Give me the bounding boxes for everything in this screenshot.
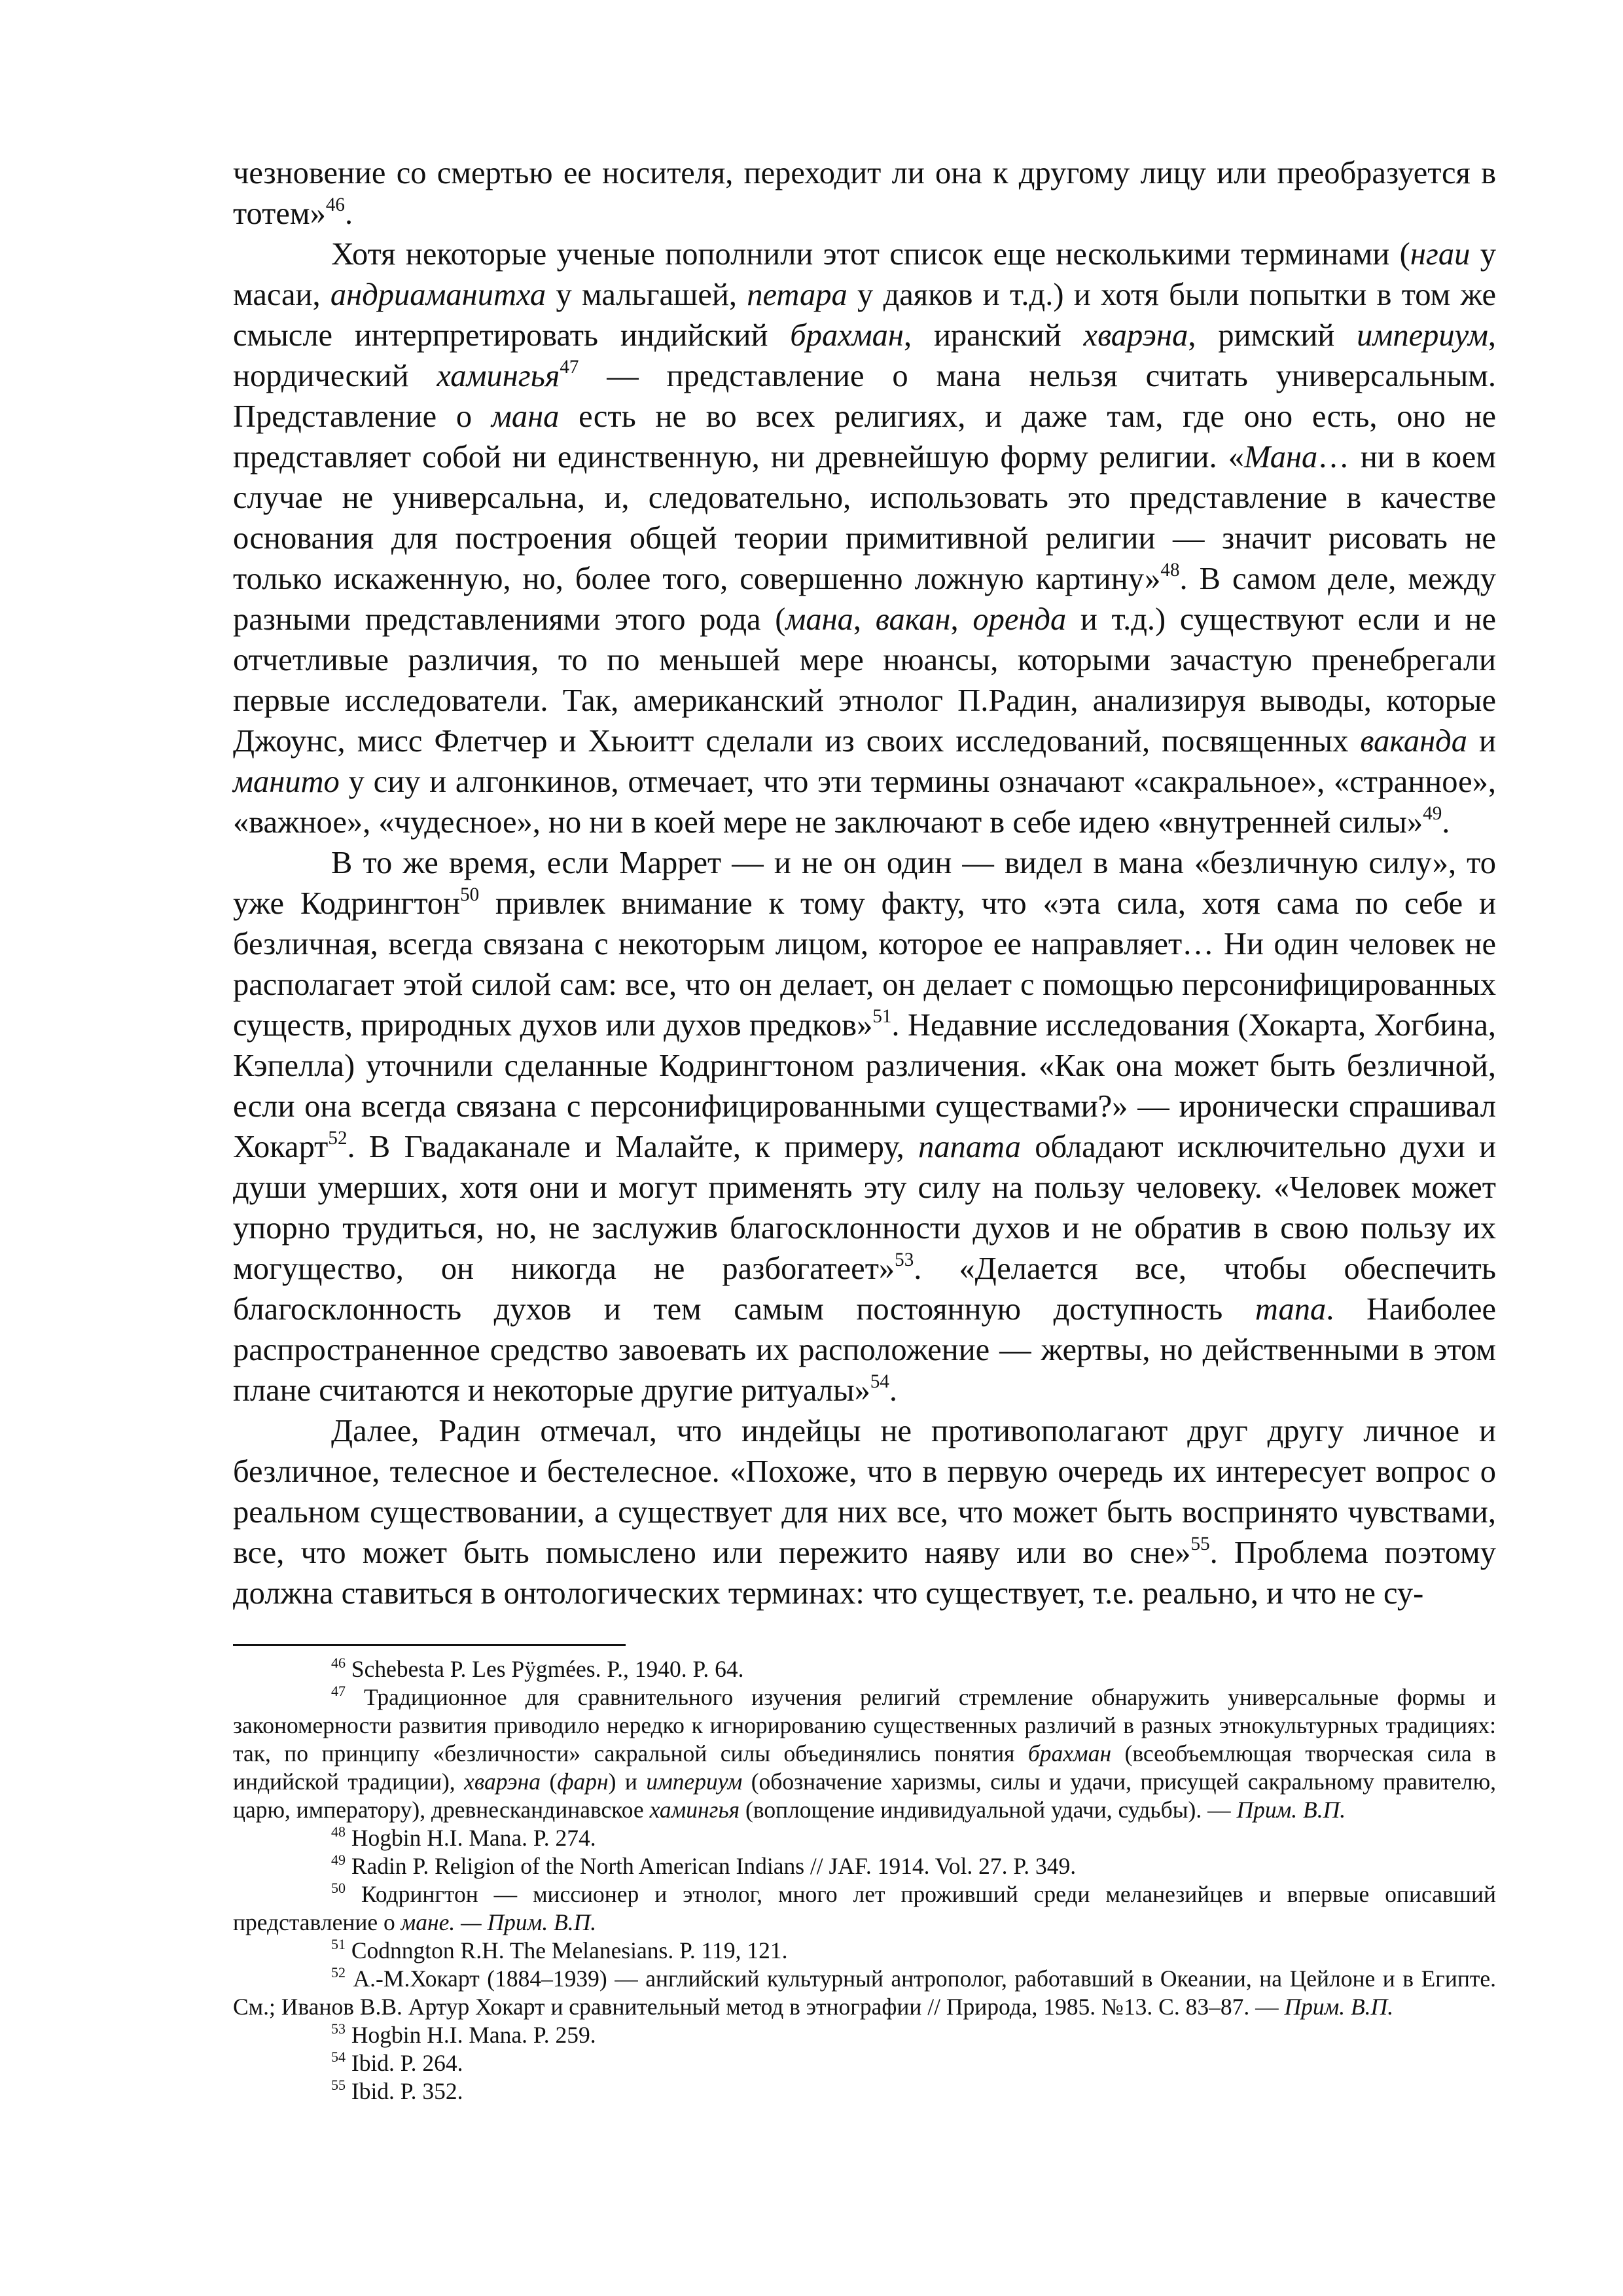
paragraph-3-text: . Наиболее распространенное средство завоевать их расположение — жертвы, но действенными в этом плане считаются и некоторые другие ритуалы» (233, 1292, 1496, 1408)
paragraph-4-text: Далее, Радин отмечал, что индейцы не противополагают друг другу личное и безличное, телесное и бестелесное. «Похоже, что в первую очередь их интересует вопрос о реальном существовании, а существует для них все, что может быть воспринято чувствами, все, что может быть помыслено или пережито наяву или во сне» (233, 1414, 1496, 1570)
footnote-51-footnote-ref: 51 (331, 1936, 346, 1953)
footnote-54 (233, 2049, 1496, 2077)
footnote-47 (233, 1683, 1496, 1824)
footnote-53-text: Hogbin H.I. Mana. P. 259. (346, 2022, 596, 2048)
footnote-50-italic-term: мане. — Прим. В.П. (401, 1909, 597, 1935)
footnote-51 (233, 1937, 1496, 1965)
paragraph-2-text: … ни в коем случае не универсальна, и, следовательно, использовать это представление в качестве основания для построения общей теории примитивной религии — значит рисовать не только искаженную, но, более того, совершенно ложную картину» (233, 440, 1496, 596)
paragraph-2-italic-term: хварэна (1083, 318, 1188, 353)
paragraph-2-text: у масаи, (233, 237, 1497, 312)
paragraph-3-text: В то же время, если Маррет — и не он один — видел в мана «безличную силу», то уже Кодрингтон (233, 846, 1496, 921)
footnote-52-italic-term: Прим. В.П. (1284, 1994, 1394, 2020)
paragraph-2-italic-term: манито (233, 764, 340, 799)
footnote-47-italic-term: империум (646, 1768, 743, 1795)
paragraph-2-text: , нордический (233, 318, 1497, 393)
paragraph-3-footnote-ref: 53 (895, 1249, 914, 1270)
footnote-52-footnote-ref: 52 (331, 1964, 346, 1981)
paragraph-3 (233, 843, 1496, 1411)
footnote-55 (233, 2077, 1496, 2106)
footnote-50 (233, 1880, 1496, 1937)
footnote-47-italic-term: Прим. В.П. (1236, 1797, 1346, 1823)
footnote-divider (233, 1644, 626, 1646)
paragraph-2-text: . (1442, 805, 1450, 840)
paragraph-2 (233, 234, 1496, 843)
footnote-52-text: А.-М.Хокарт (1884–1939) — английский культурный антрополог, работавший в Океании, на Цейлоне и в Египте. См.; Иванов В.В. Артур Хокарт и сравнительный метод в этнографии // Природа, 1985. №13. С. 83–87. — (233, 1965, 1496, 2020)
footnote-54-footnote-ref: 54 (331, 2049, 346, 2066)
paragraph-3-text: . (889, 1373, 898, 1408)
paragraph-1-text: чезновение со смертью ее носителя, переходит ли она к другому лицу или преобразуется в тотем» (233, 156, 1496, 231)
paragraph-2-text: , иранский (903, 318, 1084, 353)
footnote-46-footnote-ref: 46 (331, 1655, 346, 1672)
paragraph-2-text: Хотя некоторые ученые пополнили этот список еще несколькими терминами ( (331, 237, 1410, 272)
paragraph-2-italic-term: андриаманитха (330, 278, 546, 312)
footnote-47-italic-term: хамингья (649, 1797, 740, 1823)
footnote-52 (233, 1965, 1496, 2021)
paragraph-2-text: , (853, 602, 876, 637)
paragraph-3-footnote-ref: 52 (328, 1127, 348, 1149)
paragraph-2-italic-term: хамингья (437, 359, 560, 393)
paragraph-2-italic-term: мана (491, 399, 560, 434)
document-page (233, 153, 1496, 2106)
paragraph-3-text: . В Гвадаканале и Малайте, к примеру, (347, 1130, 919, 1164)
paragraph-3-text: . Недавние исследования (Хокарта, Хогбина, Кэпелла) уточнили сделанные Кодрингтоном различения. «Как она может быть безличной, если она всегда связана с персонифицированными существами?» — иронически спрашивал Хокарт (233, 1008, 1496, 1164)
footnote-51-text: Codnngton R.H. The Melanesians. P. 119, 121. (346, 1937, 788, 1964)
paragraph-2-footnote-ref: 49 (1423, 802, 1442, 824)
footnote-47-text: (обозначение харизмы, силы и удачи, присущей сакральному правителю, царю, императору), древнескандинавское (233, 1768, 1496, 1823)
paragraph-2-footnote-ref: 47 (560, 356, 579, 378)
footnote-47-text: ) и (608, 1768, 647, 1795)
paragraph-2-text: , (950, 602, 973, 637)
footnote-47-italic-term: хварэна (464, 1768, 541, 1795)
paragraph-1 (233, 153, 1496, 234)
paragraph-2-footnote-ref: 48 (1160, 559, 1180, 581)
paragraph-3-footnote-ref: 51 (872, 1005, 892, 1027)
main-text (233, 153, 1496, 1614)
paragraph-2-text: есть не во всех религиях, и даже там, где оно есть, оно не представляет собой ни единственную, ни древнейшую форму религии. « (233, 399, 1497, 475)
paragraph-3-footnote-ref: 50 (460, 884, 480, 905)
footnote-49-footnote-ref: 49 (331, 1852, 346, 1869)
paragraph-2-text: и т.д.) существуют если и не отчетливые различия, то по меньшей мере нюансы, которыми зачастую пренебрегали первые исследователи. Так, американский этнолог П.Радин, анализируя выводы, которые Джоунс, мисс Флетчер и Хьюитт сделали из своих исследований, посвященных (233, 602, 1497, 759)
paragraph-4-footnote-ref: 55 (1190, 1533, 1210, 1554)
paragraph-4-text: . Проблема поэтому должна ставиться в онтологических терминах: что существует, т.е. реально, и что не су- (233, 1535, 1496, 1611)
footnote-47-footnote-ref: 47 (331, 1683, 346, 1700)
footnote-49-text: Radin P. Religion of the North American Indians // JAF. 1914. Vol. 27. P. 349. (346, 1853, 1077, 1879)
footnote-47-text: (воплощение индивидуальной удачи, судьбы). — (740, 1797, 1237, 1823)
footnote-47-italic-term: фарн (557, 1768, 609, 1795)
footnote-48-footnote-ref: 48 (331, 1823, 346, 1840)
footnote-53-footnote-ref: 53 (331, 2020, 346, 2037)
footnote-47-text: (всеобъемлющая творческая сила в индийской традиции), (233, 1740, 1497, 1795)
footnote-53 (233, 2021, 1496, 2049)
paragraph-1-text: . (344, 196, 353, 231)
paragraph-2-text: . В самом деле, между разными представлениями этого рода ( (233, 562, 1496, 637)
paragraph-3-text: привлек внимание к тому факту, что «эта сила, хотя сама по себе и безличная, всегда связана с некоторым лицом, которое ее направляет… Ни один человек не располагает этой силой сам: все, что он делает, он делает с помощью персонифицированных существ, природных духов или духов предков» (233, 886, 1496, 1043)
paragraph-2-text: у сиу и алгонкинов, отмечает, что эти термины означают «сакральное», «странное», «важное», «чудесное», но ни в коей мере не заключают в себе идею «внутренней силы» (233, 764, 1496, 840)
paragraph-3-footnote-ref: 54 (870, 1371, 889, 1392)
paragraph-2-italic-term: оренда (972, 602, 1067, 637)
footnote-47-text: Традиционное для сравнительного изучения религий стремление обнаружить универсальные формы и закономерности развития приводило нередко к игнорированию существенных различий в разных этнокультурных традициях: так, по принципу «безличности» сакральной силы объединялись понятия (233, 1684, 1496, 1767)
footnote-50-text: Кодрингтон — миссионер и этнолог, много лет проживший среди меланезийцев и впервые описавший представление о (233, 1881, 1496, 1935)
footnote-48 (233, 1824, 1496, 1852)
footnote-46 (233, 1655, 1496, 1683)
footnote-48-text: Hogbin H.I. Mana. P. 274. (346, 1825, 596, 1851)
footnotes (233, 1655, 1496, 2106)
footnote-46-text: Schebesta P. Les Pÿgmées. P., 1940. P. 64. (346, 1656, 744, 1682)
footnote-54-text: Ibid. P. 264. (346, 2050, 463, 2076)
paragraph-3-text: обладают исключительно духи и души умерших, хотя они и могут применять эту силу на пользу человеку. «Человек может упорно трудиться, но, не заслужив благосклонности духов и не обратив в свою пользу их могущество, он никогда не разбогатеет» (233, 1130, 1496, 1286)
footnote-50-footnote-ref: 50 (331, 1880, 346, 1897)
paragraph-2-italic-term: империум (1357, 318, 1488, 353)
paragraph-3-italic-term: тапа (1255, 1292, 1327, 1327)
paragraph-2-text: , римский (1188, 318, 1357, 353)
paragraph-2-text: — представление о мана нельзя считать универсальным. Представление о (233, 359, 1496, 434)
paragraph-2-italic-term: петара (747, 278, 847, 312)
paragraph-2-text: и (1467, 724, 1496, 759)
paragraph-2-italic-term: брахман (790, 318, 904, 353)
paragraph-2-italic-term: мана (785, 602, 853, 637)
paragraph-1-footnote-ref: 46 (325, 194, 345, 215)
paragraph-2-italic-term: ваканда (1360, 724, 1467, 759)
paragraph-4 (233, 1411, 1496, 1614)
paragraph-2-italic-term: вакан (875, 602, 951, 637)
footnote-47-italic-term: брахман (1027, 1740, 1112, 1767)
paragraph-2-italic-term: нгаи (1410, 237, 1471, 272)
paragraph-3-italic-term: папата (918, 1130, 1021, 1164)
footnote-55-text: Ibid. P. 352. (346, 2078, 463, 2104)
paragraph-2-text: у даяков и т.д.) и хотя были попытки в том же смысле интерпретировать индийский (233, 278, 1496, 353)
paragraph-2-text: у мальгашей, (546, 278, 747, 312)
footnote-49 (233, 1852, 1496, 1880)
paragraph-3-text: . «Делается все, чтобы обеспечить благосклонность духов и тем самым постоянную доступность (233, 1251, 1496, 1327)
paragraph-2-italic-term: Мана (1243, 440, 1318, 475)
footnote-47-text: ( (541, 1768, 558, 1795)
footnote-55-footnote-ref: 55 (331, 2077, 346, 2094)
